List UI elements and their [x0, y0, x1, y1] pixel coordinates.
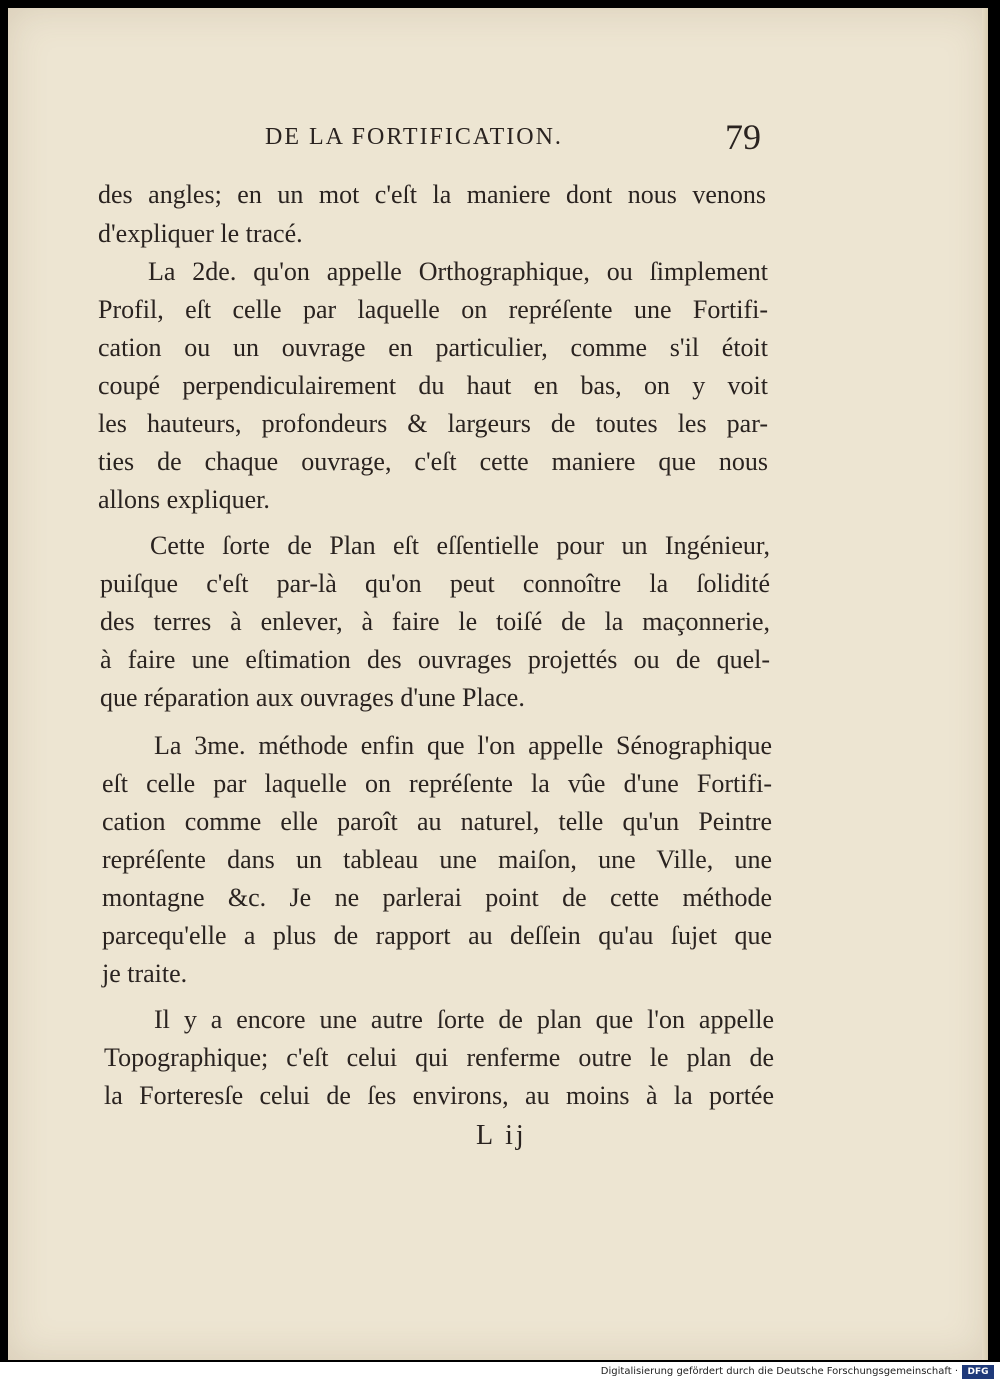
body-line: La 3me. méthode enfin que l'on appelle Sénographique [154, 731, 772, 760]
body-line: d'expliquer le tracé. [98, 219, 303, 248]
body-line: Cette ſorte de Plan eſt eſſentielle pour un Ingénieur, [150, 531, 770, 560]
dfg-logo: DFG [962, 1365, 994, 1379]
body-line: allons expliquer. [98, 485, 270, 514]
body-line: parcequ'elle a plus de rapport au deſſein qu'au ſujet que [102, 921, 772, 950]
body-line: ties de chaque ouvrage, c'eſt cette maniere que nous [98, 447, 768, 476]
body-line: cation comme elle paroît au naturel, telle qu'un Peintre [102, 807, 772, 836]
footer-credit: Digitalisierung gefördert durch die Deutsche Forschungsgemeinschaft · [600, 1366, 958, 1377]
body-line: cation ou un ouvrage en particulier, comme s'il étoit [98, 333, 768, 362]
body-line: des terres à enlever, à faire le toiſé de la maçonnerie, [100, 607, 770, 636]
body-line: que réparation aux ouvrages d'une Place. [100, 683, 525, 712]
body-line: puiſque c'eſt par-là qu'on peut connoître la ſolidité [100, 569, 770, 598]
body-line: les hauteurs, profondeurs & largeurs de toutes les par- [98, 409, 768, 438]
body-line: coupé perpendiculairement du haut en bas, on y voit [98, 371, 768, 400]
body-line: Topographique; c'eſt celui qui renferme outre le plan de [104, 1043, 774, 1072]
page-edge [982, 8, 988, 1360]
body-line: Il y a encore une autre ſorte de plan que l'on appelle [154, 1005, 774, 1034]
body-line: montagne &c. Je ne parlerai point de cette méthode [102, 883, 772, 912]
body-line: je traite. [102, 959, 188, 988]
signature-mark: L ij [476, 1120, 527, 1151]
body-line: Profil, eſt celle par laquelle on repréſente une Fortifi- [98, 295, 768, 324]
body-line: des angles; en un mot c'eſt la maniere dont nous venons [98, 180, 766, 209]
body-line: eſt celle par laquelle on repréſente la vûe d'une Fortifi- [102, 769, 772, 798]
body-line: à faire une eſtimation des ouvrages projettés ou de quel- [100, 645, 770, 674]
body-line: la Forteresſe celui de ſes environs, au moins à la portée [104, 1081, 774, 1110]
body-line: repréſente dans un tableau une maiſon, une Ville, une [102, 845, 772, 874]
page-number: 79 [725, 117, 761, 157]
footer-bar [0, 1362, 1000, 1384]
body-line: La 2de. qu'on appelle Orthographique, ou ſimplement [148, 257, 768, 286]
running-title: DE LA FORTIFICATION. [265, 124, 563, 150]
